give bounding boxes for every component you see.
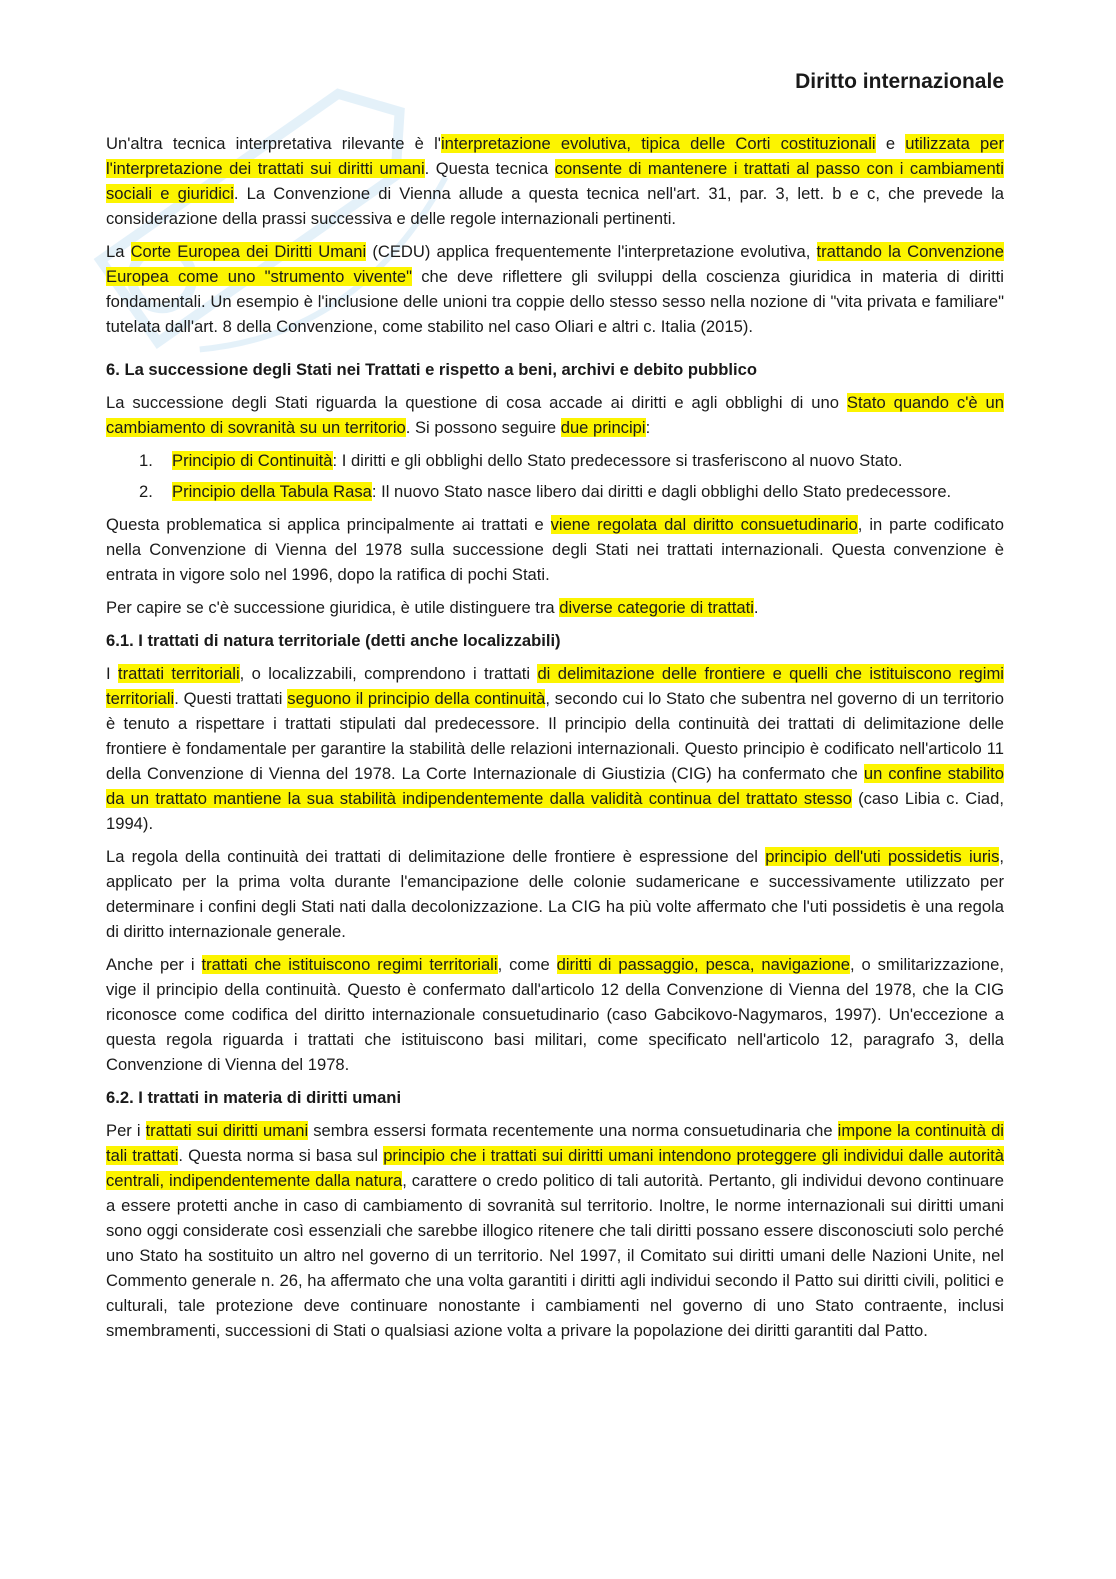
highlighted-text: diverse categorie di trattati bbox=[559, 598, 754, 617]
highlighted-text: consente di mantenere i trattati al passo con i cambiamenti sociali e giuridici bbox=[106, 159, 1004, 203]
paragraph bbox=[106, 844, 1004, 944]
list-item-number: 2. bbox=[139, 482, 153, 501]
text-run: (CEDU) applica frequentemente l'interpretazione evolutiva, bbox=[366, 242, 817, 261]
paragraph bbox=[106, 512, 1004, 587]
highlighted-text: Stato quando c'è un cambiamento di sovranità su un territorio bbox=[106, 393, 1004, 437]
highlighted-text: utilizzata per l'interpretazione dei trattati sui diritti umani bbox=[106, 134, 1004, 178]
highlighted-text: trattati sui diritti umani bbox=[145, 1121, 309, 1140]
highlighted-text: diritti di passaggio, pesca, navigazione bbox=[556, 955, 850, 974]
text-run: 6.1. I trattati di natura territoriale (detti anche localizzabili) bbox=[106, 631, 561, 650]
section-heading bbox=[106, 1085, 1004, 1110]
text-run: I bbox=[106, 664, 118, 683]
text-run: . Questa norma si basa sul bbox=[178, 1146, 384, 1165]
text-run: . Si possono seguire bbox=[405, 418, 561, 437]
text-run: : I diritti e gli obblighi dello Stato predecessore si trasferiscono al nuovo Stato. bbox=[332, 451, 903, 470]
highlighted-text: di delimitazione delle frontiere e quelli che istituiscono regimi territoriali bbox=[106, 664, 1004, 708]
paragraph bbox=[106, 239, 1004, 339]
text-run: : bbox=[645, 418, 651, 437]
paragraph bbox=[106, 952, 1004, 1077]
highlighted-text: impone la continuità di tali trattati bbox=[106, 1121, 1004, 1165]
text-run: Un'altra tecnica interpretativa rilevante è l' bbox=[106, 134, 441, 153]
text-run: La regola della continuità dei trattati di delimitazione delle frontiere è espressione del bbox=[106, 847, 766, 866]
section-heading bbox=[106, 357, 1004, 382]
document-header-title: Diritto internazionale bbox=[795, 70, 1004, 93]
text-run: e bbox=[875, 134, 906, 153]
highlighted-text: trattati che istituiscono regimi territoriali bbox=[201, 955, 498, 974]
text-run: sembra essersi formata recentemente una norma consuetudinaria che bbox=[308, 1121, 838, 1140]
text-run: , secondo cui lo Stato che subentra nel governo di un territorio è tenuto a rispettare i trattati stipulati dal predecessore. Il principio della continuità dei trattati di delimitazione delle frontiere è fondamentale per garantire la stabilità delle relazioni internazionali. Questo principio è codificato nell'articolo 11 della Convenzione di Vienna del 1978. La Corte Internazionale di Giustizia (CIG) ha confermato che bbox=[106, 689, 1005, 783]
highlighted-text: un confine stabilito da un trattato mantiene la sua stabilità indipendentemente dalla validità continua del trattato stesso bbox=[106, 764, 1004, 808]
list-item bbox=[106, 448, 1004, 473]
list-item-number: 1. bbox=[139, 451, 153, 470]
paragraph bbox=[106, 1118, 1004, 1343]
highlighted-text: principio dell'uti possidetis iuris bbox=[765, 847, 1000, 866]
text-run: (caso Libia c. Ciad, 1994). bbox=[106, 789, 1004, 833]
text-run: La bbox=[106, 242, 131, 261]
text-run: , carattere o credo politico di tali autorità. Pertanto, gli individui devono continuare a essere protetti anche in caso di cambiamento di sovranità sul territorio. Inoltre, le norme internazionali sui diritti umani sono oggi considerate così essenziali che sarebbe illogico ritenere che tali diritti possano essere disconosciuti solo perché uno Stato ha sostituito un altro nel governo di un territorio. Nel 1997, il Comitato sui diritti umani delle Nazioni Unite, nel Commento generale n. 26, ha affermato che una volta garantiti i diritti agli individui secondo il Patto sui diritti civili, politici e culturali, tale protezione deve continuare nonostante i cambiamenti nel governo di uno Stato contraente, inclusi smembramenti, successioni di Stati o qualsiasi azione volta a privare la popolazione dei diritti garantiti dal Patto. bbox=[106, 1171, 1004, 1340]
text-run: . Questi trattati bbox=[174, 689, 288, 708]
section-heading bbox=[106, 628, 1004, 653]
text-run: Per capire se c'è successione giuridica, è utile distinguere tra bbox=[106, 598, 560, 617]
highlighted-text: viene regolata dal diritto consuetudinario bbox=[550, 515, 858, 534]
highlighted-text: trattando la Convenzione Europea come uno "strumento vivente" bbox=[106, 242, 1004, 286]
text-run: : Il nuovo Stato nasce libero dai diritti e dagli obblighi dello Stato predecessore. bbox=[371, 482, 952, 501]
text-run: . Questa tecnica bbox=[424, 159, 555, 178]
paragraph bbox=[106, 131, 1004, 231]
highlighted-text: due principi bbox=[560, 418, 646, 437]
text-run: , come bbox=[497, 955, 557, 974]
text-run: , in parte codificato nella Convenzione di Vienna del 1978 sulla successione degli Stati nei trattati internazionali. Questa convenzione è entrata in vigore solo nel 1996, dopo la ratifica di pochi Stati. bbox=[106, 515, 1005, 584]
paragraph bbox=[106, 390, 1004, 440]
highlighted-text: principio che i trattati sui diritti umani intendono proteggere gli individui dalle autorità centrali, indipendentemente dalla natura bbox=[106, 1146, 1004, 1190]
paragraph bbox=[106, 595, 1004, 620]
text-run: Questa problematica si applica principalmente ai trattati e bbox=[106, 515, 551, 534]
highlighted-text: interpretazione evolutiva, tipica delle Corti costituzionali bbox=[440, 134, 876, 153]
text-run: Per i bbox=[106, 1121, 146, 1140]
text-run: , o smilitarizzazione, vige il principio della continuità. Questo è confermato dall'articolo 12 della Convenzione di Vienna del 1978, che la CIG riconosce come codifica del diritto internazionale consuetudinario (caso Gabcikovo-Nagymaros, 1997). Un'eccezione a questa regola riguarda i trattati che istituiscono basi militari, come specificato nell'articolo 12, paragrafo 3, della Convenzione di Vienna del 1978. bbox=[106, 955, 1004, 1074]
paragraph bbox=[106, 661, 1004, 836]
text-run: 6.2. I trattati in materia di diritti umani bbox=[106, 1088, 402, 1107]
highlighted-text: Corte Europea dei Diritti Umani bbox=[130, 242, 367, 261]
text-run: 6. La successione degli Stati nei Trattati e rispetto a beni, archivi e debito pubblico bbox=[106, 360, 758, 379]
text-run: , applicato per la prima volta durante l'emancipazione delle colonie sudamericane e successivamente utilizzato per determinare i confini degli Stati nati dalla decolonizzazione. La CIG ha più volte affermato che l'uti possidetis è una regola di diritto internazionale generale. bbox=[106, 847, 1004, 941]
highlighted-text: seguono il principio della continuità bbox=[287, 689, 546, 708]
list-item bbox=[106, 479, 1004, 504]
highlighted-text: Principio della Tabula Rasa bbox=[172, 482, 372, 501]
text-run: La successione degli Stati riguarda la questione di cosa accade ai diritti e agli obblighi di uno bbox=[106, 393, 847, 412]
text-run: Anche per i bbox=[106, 955, 202, 974]
numbered-list bbox=[106, 448, 1004, 504]
highlighted-text: Principio di Continuità bbox=[172, 451, 333, 470]
document-body bbox=[106, 131, 1004, 1351]
highlighted-text: trattati territoriali bbox=[117, 664, 240, 683]
text-run: . La Convenzione di Vienna allude a questa tecnica nell'art. 31, par. 3, lett. b e c, che prevede la considerazione della prassi successiva e delle regole internazionali pertinenti. bbox=[106, 184, 1005, 228]
text-run: che deve riflettere gli sviluppi della coscienza giuridica in materia di diritti fondamentali. Un esempio è l'inclusione delle unioni tra coppie dello stesso sesso nella nozione di "vita privata e familiare" tutelata dall'art. 8 della Convenzione, come stabilito nel caso Oliari e altri c. Italia (2015). bbox=[106, 267, 1004, 336]
text-run: , o localizzabili, comprendono i trattati bbox=[239, 664, 538, 683]
text-run: . bbox=[753, 598, 759, 617]
